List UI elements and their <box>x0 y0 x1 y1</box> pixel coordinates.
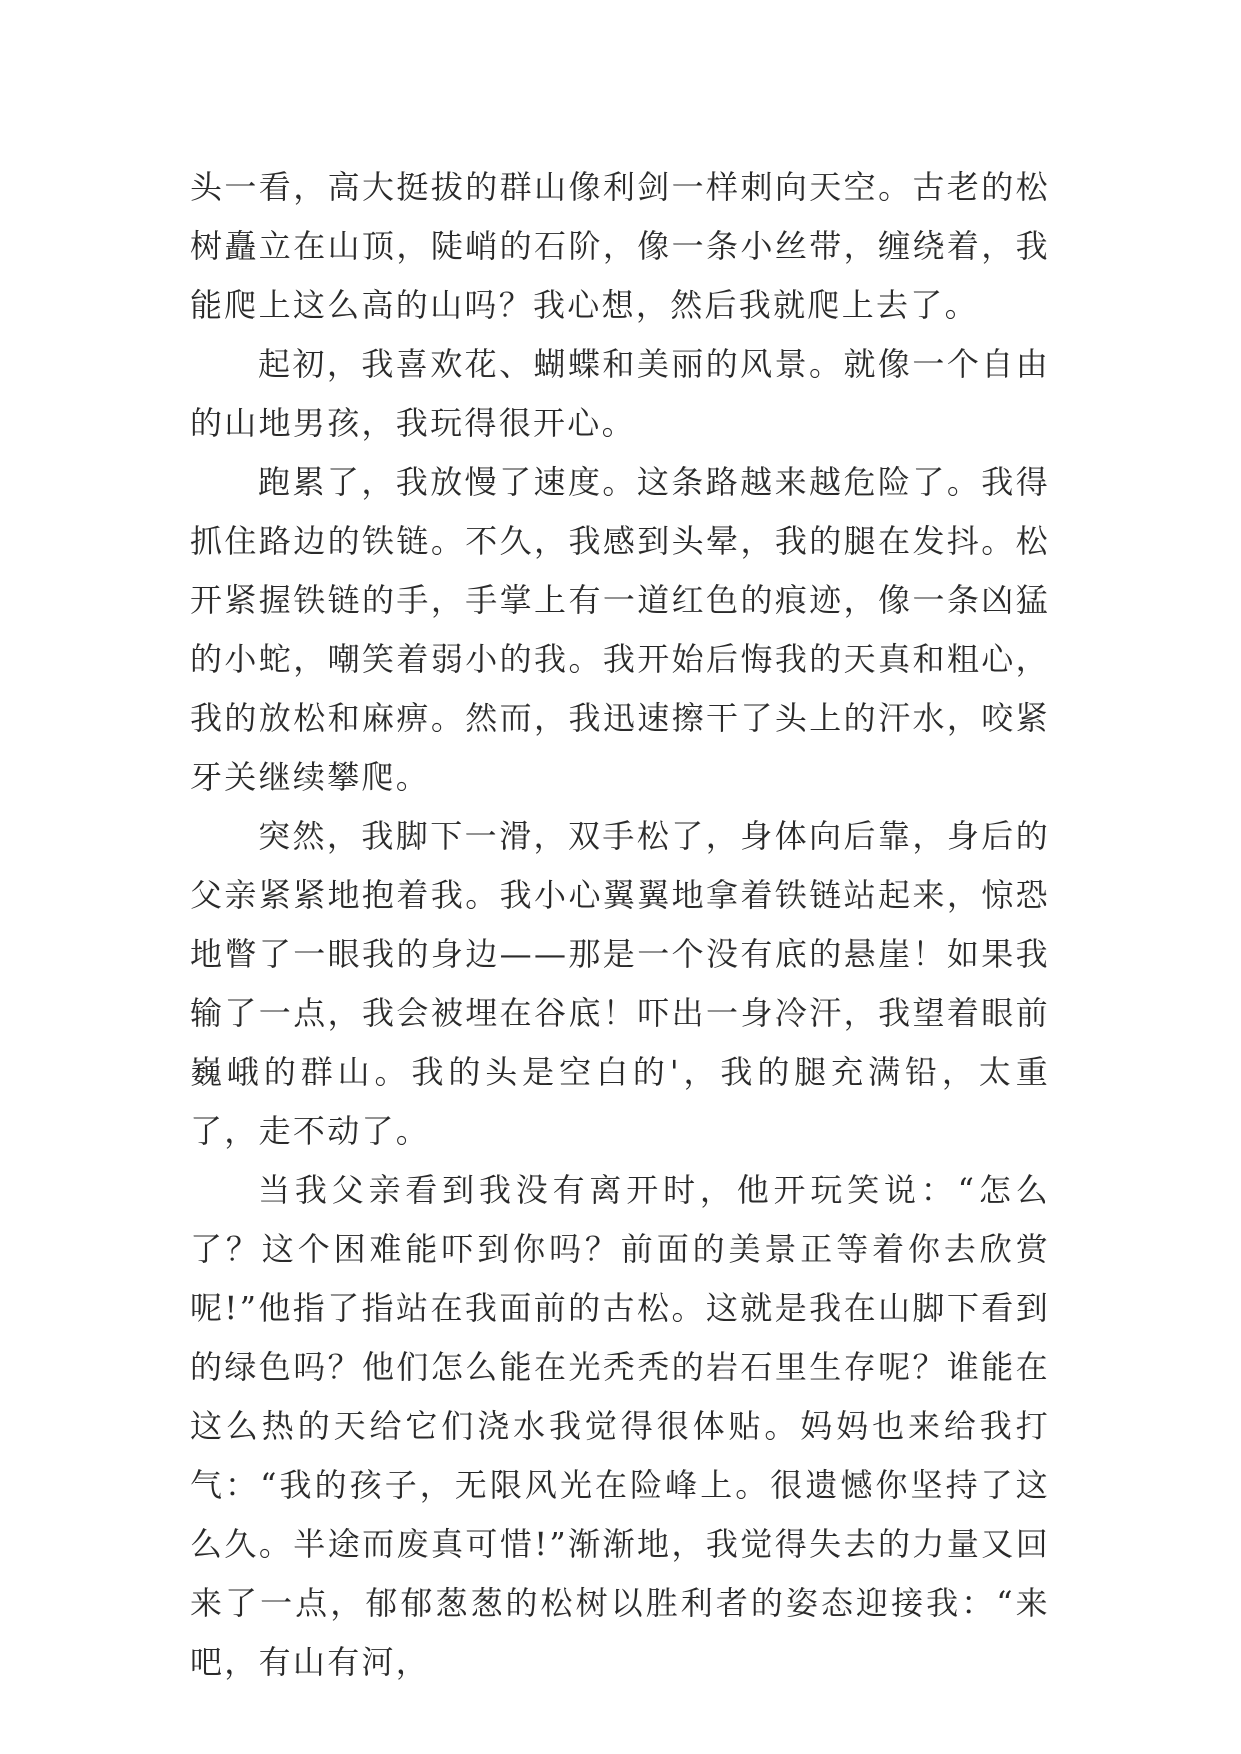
paragraph-2: 起初，我喜欢花、蝴蝶和美丽的风景。就像一个自由的山地男孩，我玩得很开心。 <box>190 345 1050 442</box>
document-body <box>190 158 1050 1692</box>
paragraph-3: 跑累了，我放慢了速度。这条路越来越危险了。我得抓住路边的铁链。不久，我感到头晕，我的腿在发抖。松开紧握铁链的手，手掌上有一道红色的痕迹，像一条凶猛的小蛇，嘲笑着弱小的我。我开始后悔我的天真和粗心，我的放松和麻痹。然而，我迅速擦干了头上的汗水，咬紧牙关继续攀爬。 <box>190 463 1050 796</box>
paragraph-5: 当我父亲看到我没有离开时，他开玩笑说：“怎么了？这个困难能吓到你吗？前面的美景正等着你去欣赏呢!”他指了指站在我面前的古松。这就是我在山脚下看到的绿色吗？他们怎么能在光秃秃的岩石里生存呢？谁能在这么热的天给它们浇水我觉得很体贴。妈妈也来给我打气：“我的孩子，无限风光在险峰上。很遗憾你坚持了这么久。半途而废真可惜!”渐渐地，我觉得失去的力量又回来了一点，郁郁葱葱的松树以胜利者的姿态迎接我：“来吧，有山有河， <box>190 1171 1050 1681</box>
paragraph-4: 突然，我脚下一滑，双手松了，身体向后靠，身后的父亲紧紧地抱着我。我小心翼翼地拿着铁链站起来，惊恐地瞥了一眼我的身边——那是一个没有底的悬崖！如果我输了一点，我会被埋在谷底！吓出一身冷汗，我望着眼前巍峨的群山。我的头是空白的'，我的腿充满铅，太重了，走不动了。 <box>190 817 1050 1150</box>
paragraph-1: 头一看，高大挺拔的群山像利剑一样刺向天空。古老的松树矗立在山顶，陡峭的石阶，像一条小丝带，缠绕着，我能爬上这么高的山吗？我心想，然后我就爬上去了。 <box>190 168 1050 324</box>
